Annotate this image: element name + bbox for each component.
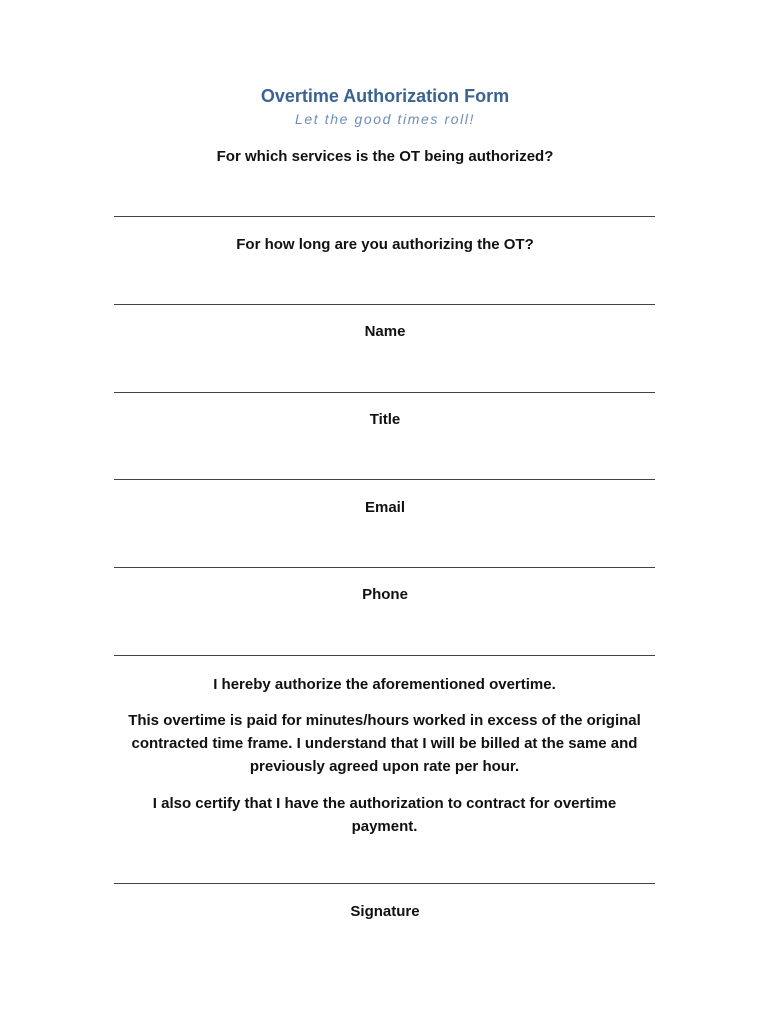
- duration-question-label: For how long are you authorizing the OT?: [236, 236, 534, 253]
- title-label: Title: [369, 411, 401, 428]
- name-answer-line[interactable]: [114, 392, 655, 393]
- payment-terms-statement: This overtime is paid for minutes/hours worked in excess of the original contracted time frame. I understand that I will be billed at the same and previously agreed upon rate per hour.: [128, 712, 641, 775]
- signature-label: Signature: [350, 903, 420, 920]
- services-question-label: For which services is the OT being authorized?: [216, 148, 554, 165]
- certification-statement: I also certify that I have the authorization to contract for overtime payment.: [152, 795, 617, 835]
- email-answer-line[interactable]: [114, 567, 655, 568]
- name-label: Name: [364, 323, 406, 340]
- title-answer-line[interactable]: [114, 479, 655, 480]
- email-label: Email: [364, 499, 406, 516]
- phone-label: Phone: [362, 586, 408, 603]
- phone-answer-line[interactable]: [114, 655, 655, 656]
- form-title: Overtime Authorization Form: [260, 86, 510, 106]
- form-subtitle: Let the good times roll!: [294, 111, 476, 127]
- services-answer-line[interactable]: [114, 216, 655, 217]
- duration-answer-line[interactable]: [114, 304, 655, 305]
- authorization-statement: I hereby authorize the aforementioned overtime.: [213, 676, 556, 693]
- signature-line[interactable]: [114, 883, 655, 884]
